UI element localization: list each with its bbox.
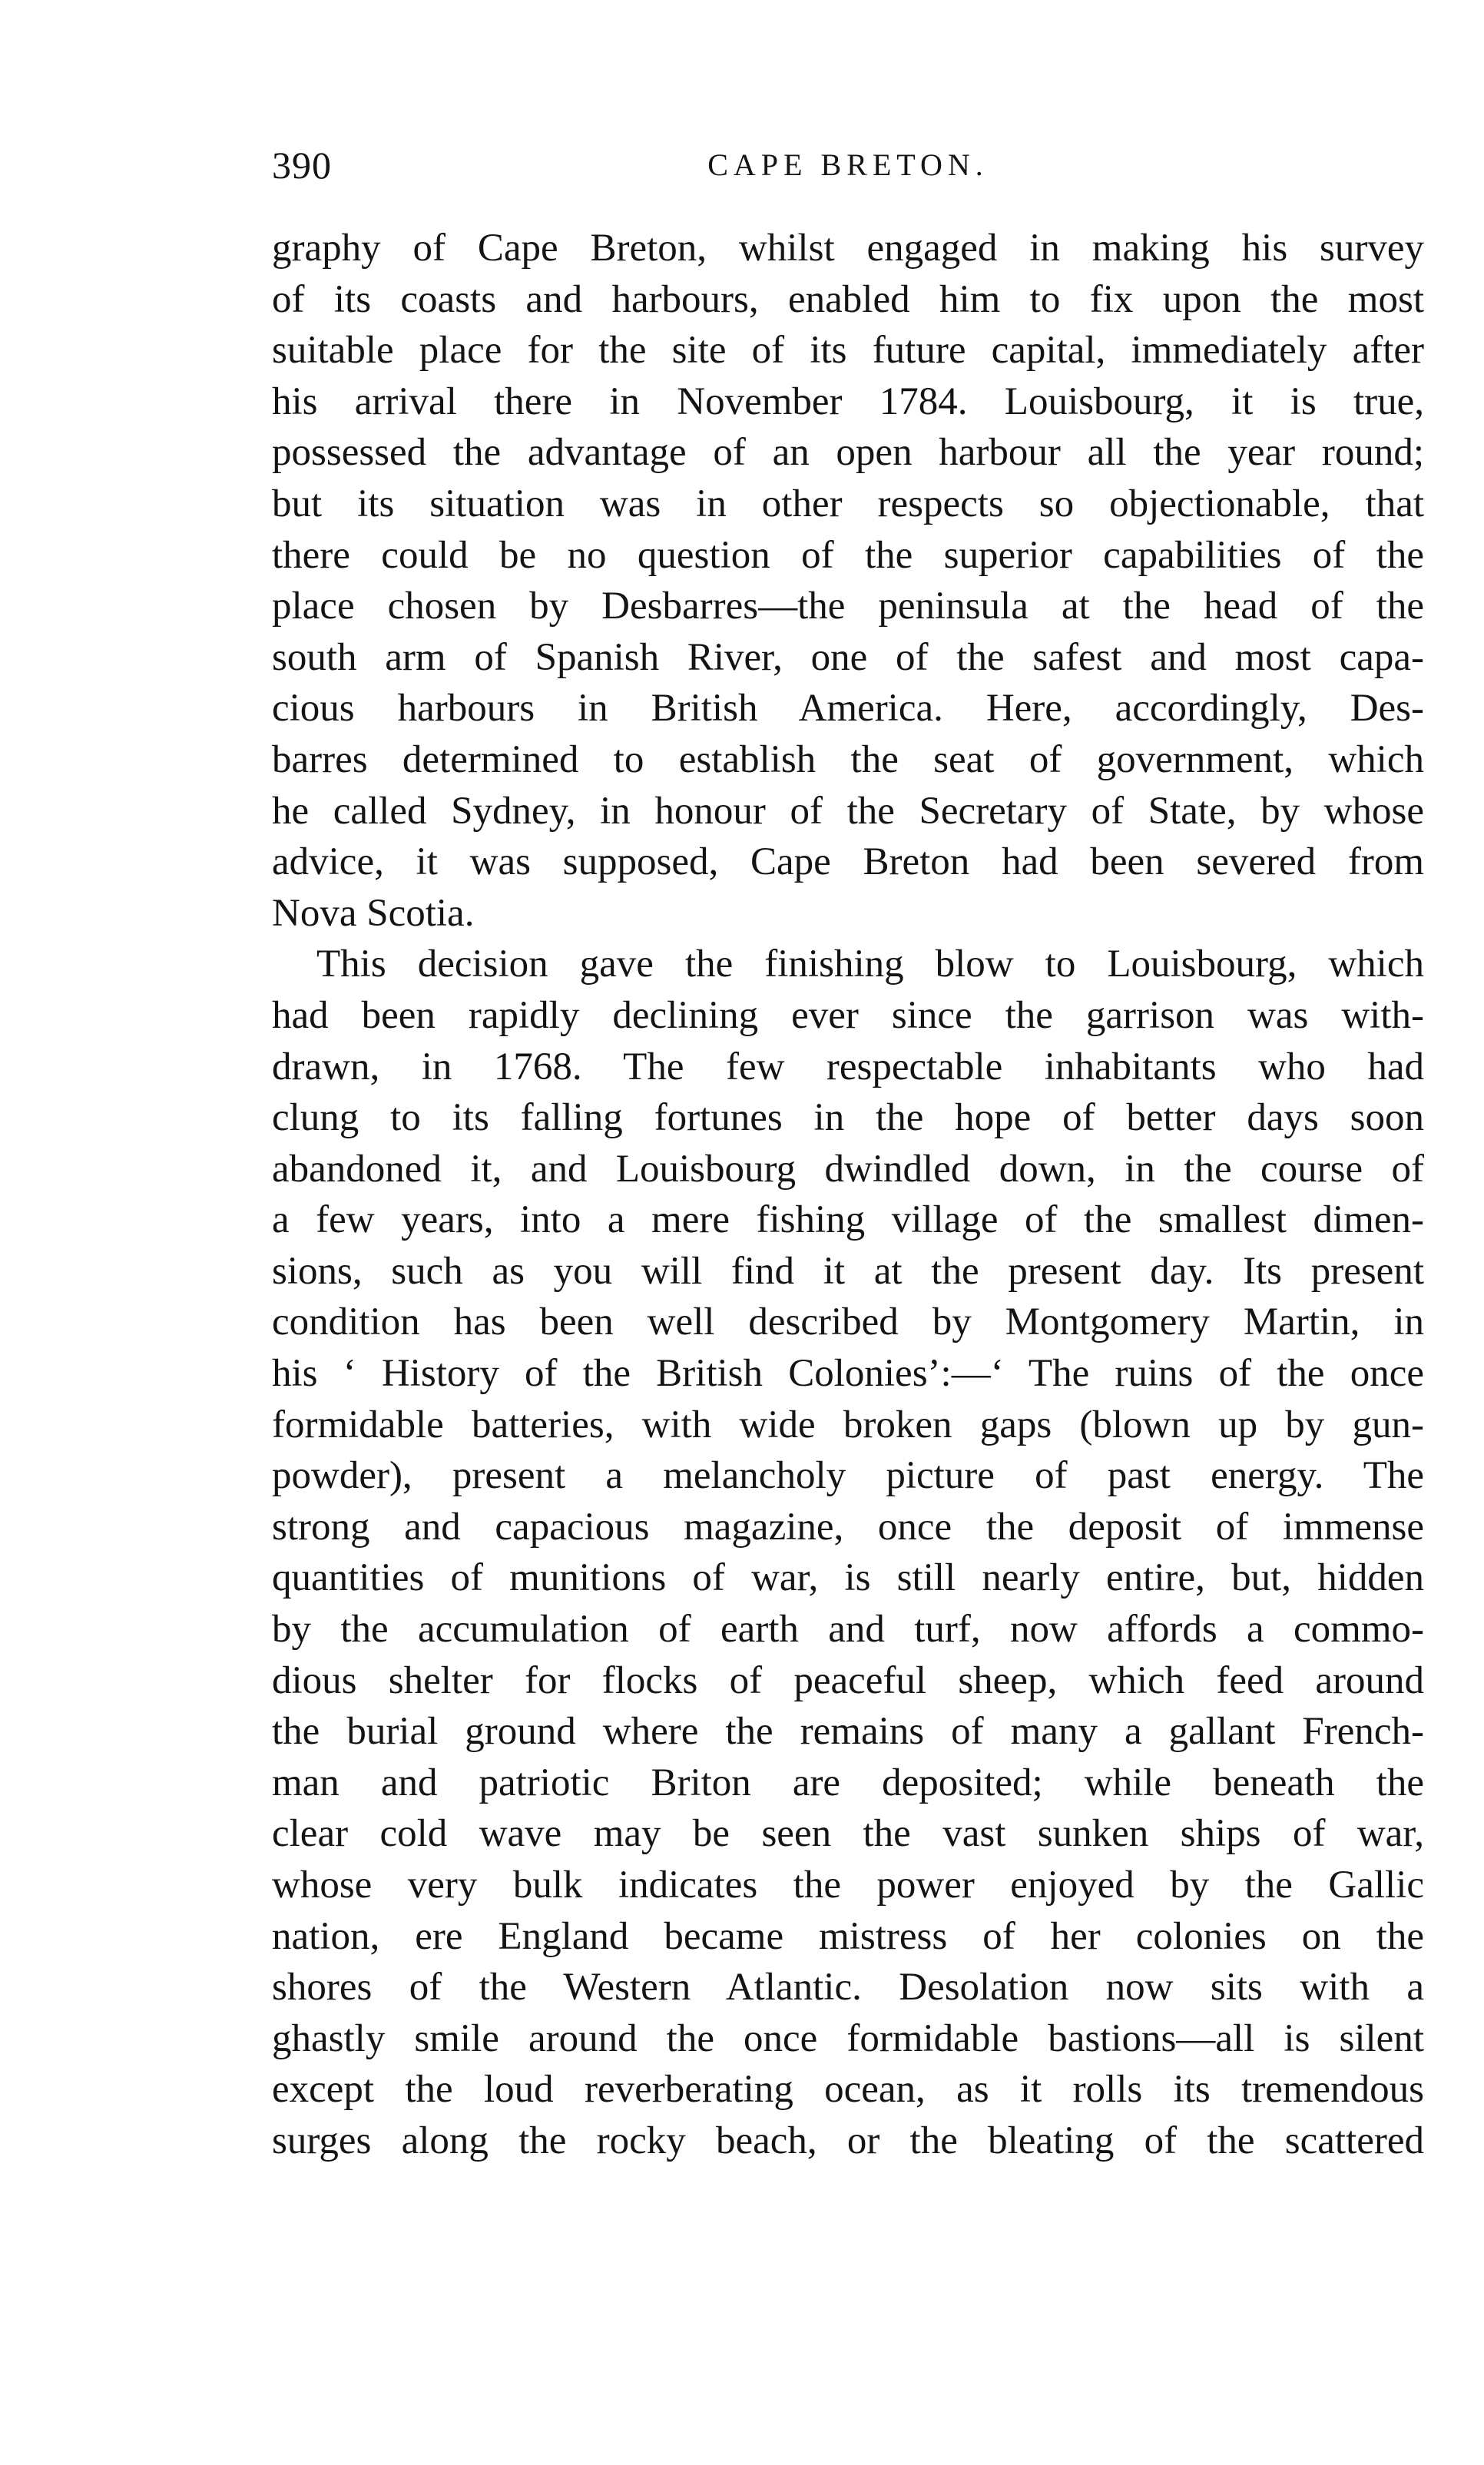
text-line: clear cold wave may be seen the vast sunken ships of war,: [272, 1812, 1424, 1856]
text-line: had been rapidly declining ever since the garrison was with-: [272, 993, 1424, 1037]
text-line: there could be no question of the superior capabilities of the: [272, 533, 1424, 577]
text-line: suitable place for the site of its future capital, immediately after: [272, 329, 1424, 373]
text-line: place chosen by Desbarres—the peninsula at the head of the: [272, 585, 1424, 628]
running-head: [272, 138, 1424, 192]
text-line: powder), present a melancholy picture of past energy. The: [272, 1454, 1424, 1498]
text-line: cious harbours in British America. Here, accordingly, Des-: [272, 687, 1424, 731]
text-line: formidable batteries, with wide broken gaps (blown up by gun-: [272, 1403, 1424, 1446]
text-line: man and patriotic Briton are deposited; while beneath the: [272, 1761, 1424, 1804]
body-text: [272, 223, 1424, 2167]
text-line: strong and capacious magazine, once the deposit of immense: [272, 1505, 1424, 1549]
text-line: This decision gave the finishing blow to Louisbourg, which: [316, 943, 1424, 986]
text-line: his ‘ History of the British Colonies’:—‘ The ruins of the once: [272, 1352, 1424, 1396]
text-line: abandoned it, and Louisbourg dwindled down, in the course of: [272, 1147, 1424, 1191]
text-line: advice, it was supposed, Cape Breton had been severed from: [272, 840, 1424, 884]
text-line: sions, such as you will find it at the present day. Its present: [272, 1249, 1424, 1293]
text-line: drawn, in 1768. The few respectable inhabitants who had: [272, 1045, 1424, 1088]
text-line: except the loud reverberating ocean, as it rolls its tremendous: [272, 2068, 1424, 2112]
text-line: whose very bulk indicates the power enjoyed by the Gallic: [272, 1864, 1424, 1907]
text-line: dious shelter for flocks of peaceful sheep, which feed around: [272, 1658, 1424, 1702]
text-line: condition has been well described by Montgomery Martin, in: [272, 1300, 1424, 1344]
text-line: his arrival there in November 1784. Louisbourg, it is true,: [272, 379, 1424, 423]
text-line: quantities of munitions of war, is still nearly entire, but, hidden: [272, 1556, 1424, 1600]
text-line: possessed the advantage of an open harbour all the year round;: [272, 431, 1424, 475]
text-line: graphy of Cape Breton, whilst engaged in making his survey: [272, 227, 1424, 270]
text-line: Nova Scotia.: [272, 891, 475, 935]
text-line: surges along the rocky beach, or the bleating of the scattered: [272, 2119, 1424, 2162]
text-line: the burial ground where the remains of many a gallant French-: [272, 1710, 1424, 1754]
text-line: of its coasts and harbours, enabled him to fix upon the most: [272, 277, 1424, 321]
page-number: 390: [272, 144, 332, 187]
text-line: shores of the Western Atlantic. Desolation now sits with a: [272, 1966, 1424, 2009]
paragraph-2: [272, 939, 1424, 2166]
text-line: a few years, into a mere fishing village of the smallest dimen-: [272, 1198, 1424, 1242]
text-line: ghastly smile around the once formidable bastions—all is silent: [272, 2016, 1424, 2060]
paragraph-1: [272, 223, 1424, 939]
text-line: barres determined to establish the seat of government, which: [272, 737, 1424, 781]
text-line: nation, ere England became mistress of her colonies on the: [272, 1914, 1424, 1958]
text-line: south arm of Spanish River, one of the safest and most capa-: [272, 635, 1424, 679]
running-title: CAPE BRETON.: [707, 147, 989, 182]
text-line: but its situation was in other respects so objectionable, that: [272, 482, 1424, 525]
text-line: he called Sydney, in honour of the Secretary of State, by whose: [272, 789, 1424, 833]
text-line: clung to its falling fortunes in the hope of better days soon: [272, 1096, 1424, 1140]
text-line: by the accumulation of earth and turf, now affords a commo-: [272, 1608, 1424, 1652]
